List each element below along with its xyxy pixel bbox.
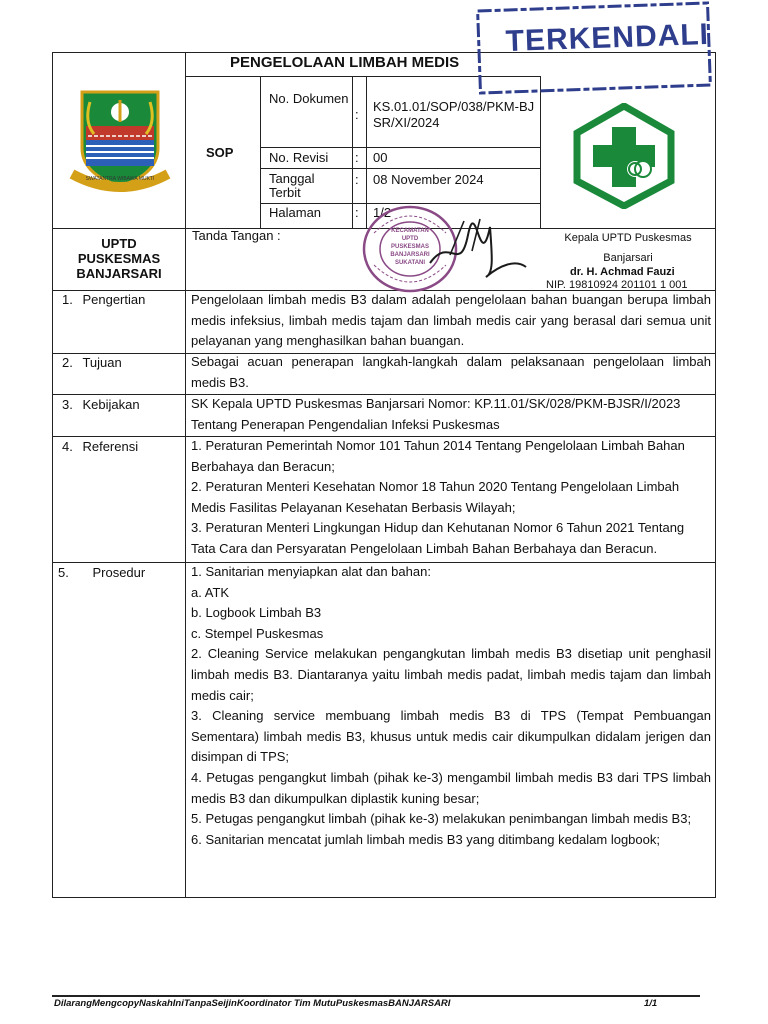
field-colon: : [355, 172, 359, 187]
emblem-motto: SWATANTRA WIBAWA MUKTI [85, 176, 155, 182]
section-content-pengertian [191, 290, 711, 352]
content-line: 1. Sanitarian menyiapkan alat dan bahan: [191, 564, 431, 579]
section-no: 5. [58, 565, 69, 580]
content-line: b. Logbook Limbah B3 [191, 605, 322, 621]
org-name [53, 236, 185, 281]
section-content-tujuan [191, 352, 711, 393]
section-label: Pengertian [82, 292, 146, 307]
content-line: SK Kepala UPTD Puskesmas Banjarsari Nomor: KP.11.01/SK/028/PKM-BJSR/I/2023 Tentang Penerapan Pengendalian Infeksi Puskesmas [191, 396, 681, 432]
head-title-line: Banjarsari [603, 252, 653, 264]
section-no: 2. [62, 355, 73, 370]
head-title-line: Kepala UPTD Puskesmas [564, 232, 692, 244]
content-line: 3. Peraturan Menteri Lingkungan Hidup dan Kehutanan Nomor 6 Tahun 2021 Tentang Tata Cara dan Persyaratan Pengelolaan Limbah Bahan Berbahaya dan Beracun. [191, 520, 685, 556]
seal-inner-text: KECAMATAN UPTD PUSKESMAS BANJARSARI SUKATANI [390, 228, 430, 266]
org-name-line: PUSKESMAS [77, 251, 161, 266]
section-no: 1. [62, 292, 73, 307]
field-label-no-dokumen [269, 91, 349, 107]
section-label: Kebijakan [82, 397, 140, 412]
grid-line [260, 168, 540, 169]
stamp-text: TERKENDALI [505, 17, 710, 59]
footer-rule [52, 995, 700, 997]
head-nip: NIP. 19810924 201101 1 001 [546, 279, 688, 291]
field-colon: : [355, 205, 359, 220]
field-label-no-revisi: No. Revisi [269, 150, 329, 165]
org-name-line: BANJARSARI [76, 266, 162, 281]
field-value-halaman: 1/2 [373, 205, 392, 220]
grid-line [260, 147, 540, 148]
section-label-kebijakan [62, 397, 140, 413]
footer-notice: DilarangMengcopyNaskahIniTanpaSeijinKoordinator Tim MutuPuskesmasBANJARSARI [54, 998, 451, 1009]
handwritten-signature [420, 215, 530, 285]
content-line: 2. Cleaning Service melakukan pengangkutan limbah medis B3 disetiap unit penghasil limbah medis B3. Diantaranya yaitu limbah medis padat, limbah medis tajam dan limbah medis cair; [191, 646, 711, 703]
section-label-prosedur [58, 565, 145, 581]
head-name: dr. H. Achmad Fauzi [570, 266, 675, 278]
field-label-tanggal-terbit: Tanggal Terbit [269, 171, 315, 200]
content-line: Sebagai acuan penerapan langkah-langkah dalam pelaksanaan pengelolaan limbah medis B3. [191, 354, 711, 390]
document-title: PENGELOLAAN LIMBAH MEDIS [230, 54, 460, 71]
field-value-tanggal-terbit: 08 November 2024 [373, 172, 484, 187]
field-label-halaman: Halaman [269, 205, 322, 220]
footer-page: 1/1 [644, 998, 658, 1009]
field-label-text: No. Dokumen [269, 91, 349, 106]
content-line: a. ATK [191, 584, 230, 600]
section-content-referensi [191, 436, 711, 560]
field-value-no-dokumen: KS.01.01/SOP/038/PKM-BJSR/XI/2024 [373, 99, 535, 130]
field-value-no-revisi: 00 [373, 150, 388, 165]
section-no: 4. [62, 439, 73, 454]
content-line: 3. Cleaning service membuang limbah medis B3 di TPS (Tempat Pembuangan Sementara) limbah medis B3, khusus untuk medis cair dikumpulkan didalam jerigen dan disimpan di TPS; [191, 708, 711, 765]
section-content-prosedur [191, 562, 711, 850]
grid-line [185, 52, 186, 898]
section-label: Referensi [82, 439, 139, 454]
section-label-tujuan [62, 355, 122, 371]
content-line: 5. Petugas pengangkut limbah (pihak ke-3) melakukan penimbangan limbah medis B3; [191, 811, 692, 827]
content-line: 2. Peraturan Menteri Kesehatan Nomor 18 Tahun 2020 Tentang Pengelolaan Limbah Medis Fasilitas Pelayanan Kesehatan Berbasis Wilayah; [191, 479, 680, 515]
content-line: 6. Sanitarian mencatat jumlah limbah medis B3 yang ditimbang kedalam logbook; [191, 831, 660, 847]
content-line: 1. Peraturan Pemerintah Nomor 101 Tahun 2014 Tentang Pengelolaan Limbah Bahan Berbahaya dan Beracun; [191, 438, 685, 474]
section-label: Tujuan [82, 355, 122, 370]
controlled-stamp [475, 0, 714, 96]
regency-emblem [64, 82, 176, 194]
org-name-line: UPTD [101, 236, 137, 251]
section-label-referensi [62, 439, 138, 455]
section-label-pengertian [62, 292, 145, 308]
content-line: Pengelolaan limbah medis B3 dalam adalah pengelolaan bahan buangan berupa limbah medis infeksius, limbah medis tajam dan limbah medis cair yang berasal dari semua unit pelayanan yang menghasilkan bahan buangan. [191, 292, 711, 349]
grid-line [260, 76, 261, 228]
head-title [541, 228, 715, 268]
field-colon: : [355, 107, 359, 122]
signature-label: Tanda Tangan : [192, 228, 281, 243]
field-colon: : [355, 150, 359, 165]
grid-line [540, 76, 541, 228]
grid-line [352, 76, 353, 228]
content-line: 4. Petugas pengangkut limbah (pihak ke-3) mengambil limbah medis B3 dari TPS limbah medis B3 dan dikumpulkan diplastik kuning besar; [191, 769, 711, 806]
content-line: c. Stempel Puskesmas [191, 625, 324, 641]
section-no: 3. [62, 397, 73, 412]
section-label: Prosedur [92, 565, 146, 580]
section-content-kebijakan [191, 394, 711, 435]
sop-label: SOP [206, 145, 234, 160]
puskesmas-logo [571, 103, 677, 209]
